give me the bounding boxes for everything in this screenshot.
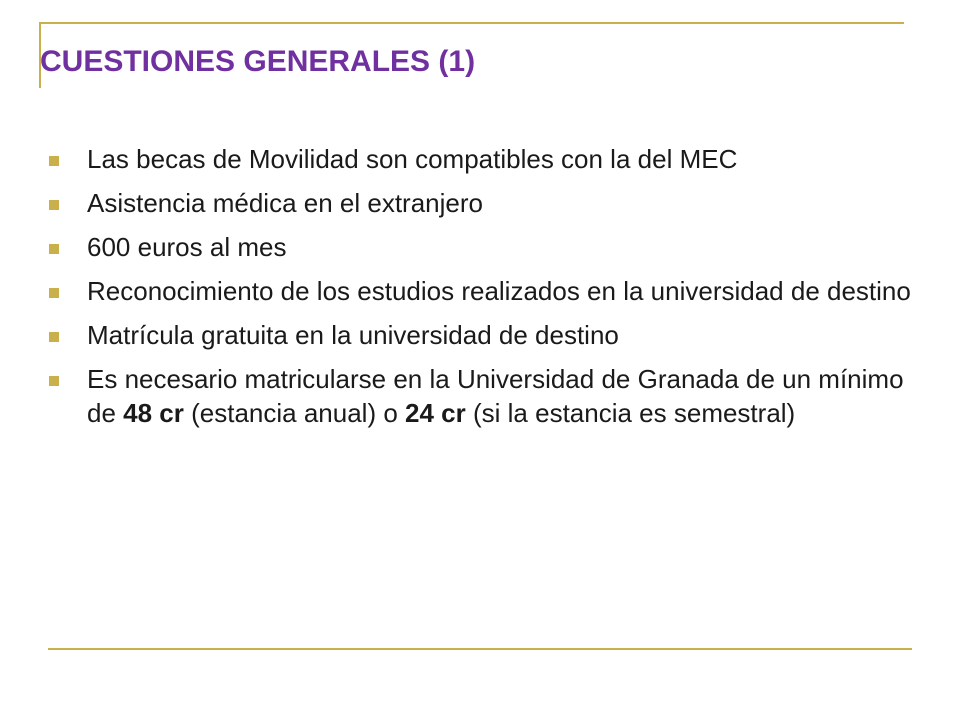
square-bullet-icon — [49, 156, 59, 166]
bullet-item-compatibility — [48, 142, 928, 176]
square-bullet-icon — [49, 288, 59, 298]
bullet-text: 600 euros al mes — [87, 232, 287, 262]
bullet-text: Reconocimiento de los estudios realizados en la universidad de destino — [87, 276, 911, 306]
bullet-text: Matrícula gratuita en la universidad de destino — [87, 320, 619, 350]
bullet-list — [48, 142, 928, 440]
square-bullet-icon — [49, 332, 59, 342]
annual-credits: 48 cr — [123, 398, 184, 428]
bottom-rule — [48, 648, 912, 650]
square-bullet-icon — [49, 376, 59, 386]
square-bullet-icon — [49, 244, 59, 254]
bullet-item-amount — [48, 230, 928, 264]
bullet-text — [87, 364, 904, 428]
slide-title: CUESTIONES GENERALES (1) — [40, 45, 476, 78]
square-bullet-icon — [49, 200, 59, 210]
semester-credits: 24 cr — [405, 398, 466, 428]
top-rule — [40, 22, 904, 24]
bullet-item-medical — [48, 186, 928, 220]
bullet-text-part: Es necesario matricularse en la Universidad de Granada de un mínimo de — [87, 364, 904, 428]
bullet-item-enrollment — [48, 362, 928, 430]
bullet-text-part: (estancia anual) o — [183, 398, 406, 428]
bullet-text: Asistencia médica en el extranjero — [87, 188, 483, 218]
bullet-item-recognition — [48, 274, 928, 308]
bullet-item-tuition — [48, 318, 928, 352]
bullet-text-part: (si la estancia es semestral) — [465, 398, 796, 428]
bullet-text: Las becas de Movilidad son compatibles con la del MEC — [87, 144, 738, 174]
